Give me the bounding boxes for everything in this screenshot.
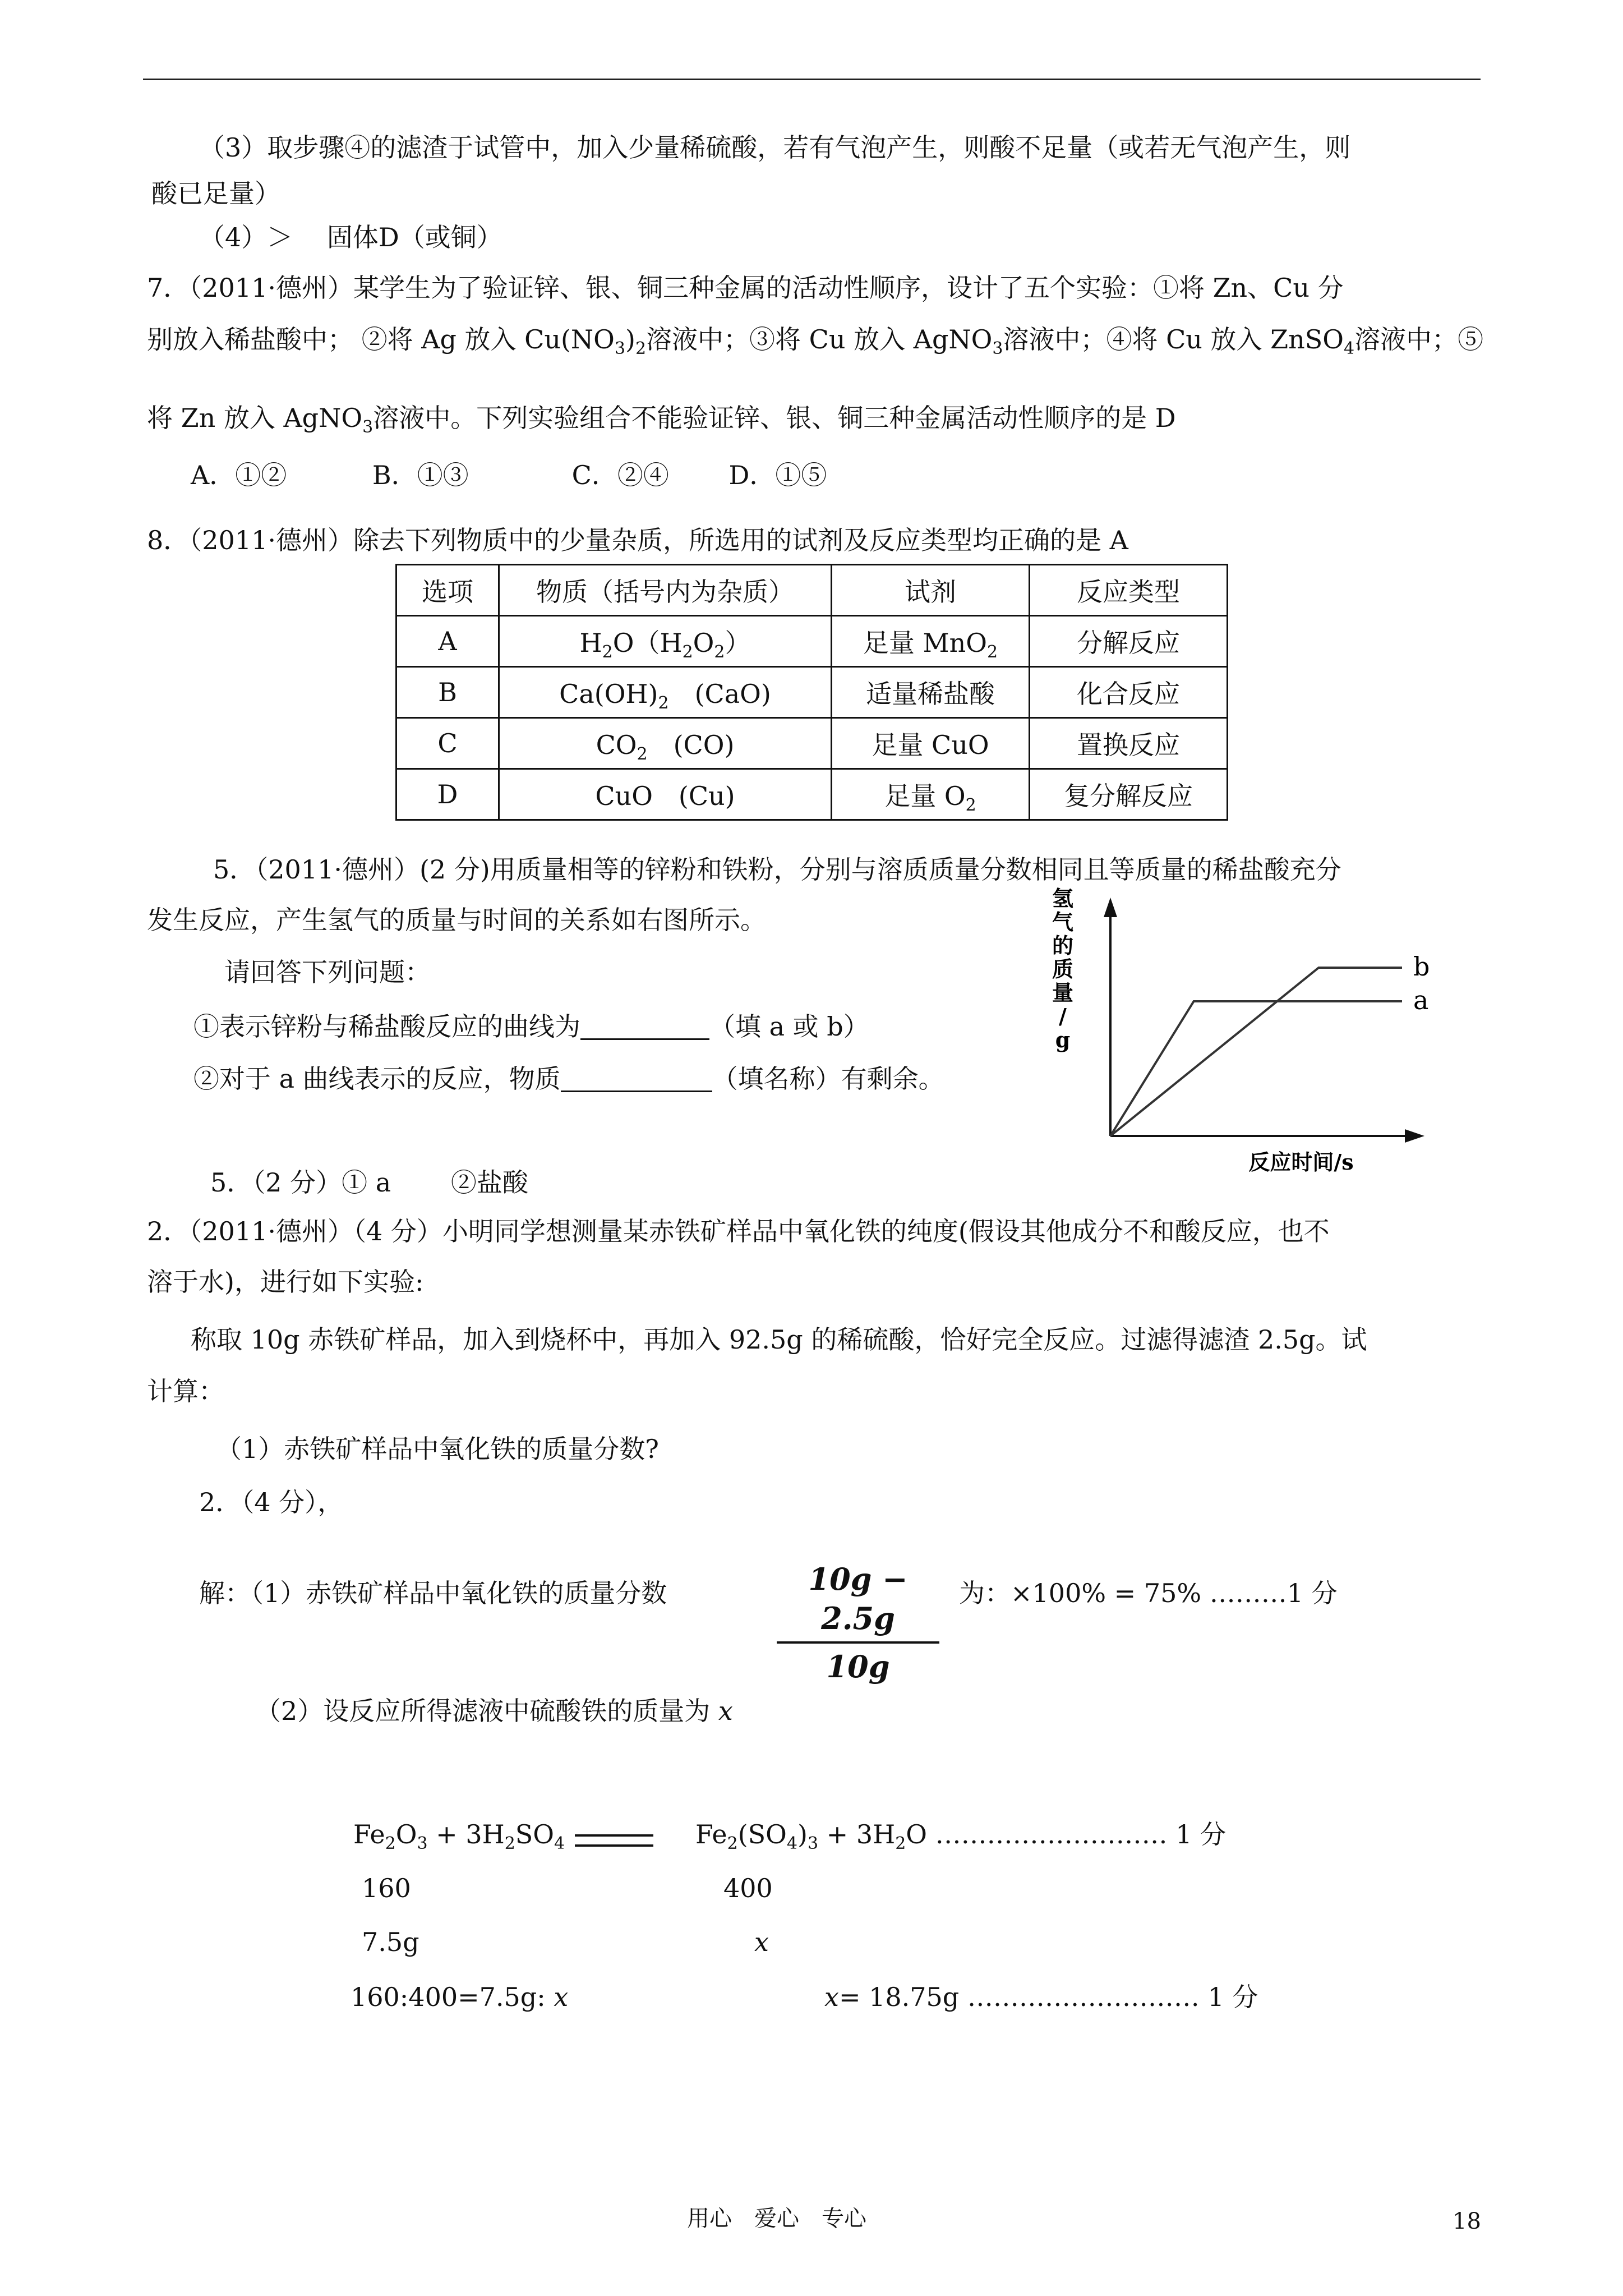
question-8: 8．（2011·德州）除去下列物质中的少量杂质，所选用的试剂及反应类型均正确的是 A [147,525,1128,555]
unknown-mass: x [754,1927,769,1957]
molar-mass-2: 400 [723,1873,773,1903]
equation-rhs: $Fe_2(SO_4)_3 + 3H_2O$ ……………………… 1 分 [695,1819,1227,1853]
table-cell: 分解反应 [1030,616,1228,667]
table-header-cell: 反应类型 [1030,565,1228,616]
series-line-b [1110,968,1402,1136]
page-number: 18 [1453,2208,1481,2234]
solution-step-2: （2）设反应所得滤液中硫酸铁的质量为 x [255,1696,733,1726]
answer-2: 2．（4 分）， [199,1487,344,1517]
page-footer: 用心 爱心 专心 [687,2206,866,2231]
text-line: 计算： [147,1376,224,1406]
y-axis-label: 氢气的质量/ g [1052,886,1074,1052]
answer-5: 5．（2 分）① a ②盐酸 [210,1167,528,1198]
result-line: x= 18.75g ……………………… 1 分 [824,1982,1258,2012]
table-cell: $H_2O(H_2O_2)$ [499,616,832,667]
chart-axes [1104,898,1424,1143]
x-axis-label: 反应时间/s [1248,1149,1354,1175]
text-line: 将 Zn 放入 AgNO$_3$溶液中。下列实验组合不能验证锌、银、铜三种金属活动性顺序的是 D [147,403,1176,437]
table-cell: 足量 CuO [832,718,1030,769]
series-label-b: b [1413,951,1430,982]
series-label-a: a [1413,985,1429,1015]
equals-sign [575,1834,653,1847]
ratio-line: 160:400=7.5g: x [351,1982,569,2012]
text-line: 酸已足量） [151,178,280,209]
table-cell: 适量稀盐酸 [832,667,1030,718]
table-cell: 化合反应 [1030,667,1228,718]
table-row [396,616,1228,667]
options-table [395,564,1228,821]
table-cell: D [396,769,499,820]
text-line: 溶于水)，进行如下实验: [147,1267,424,1297]
chart-series [1110,951,1430,1136]
table-cell: A [396,616,499,667]
table-cell: $CO_2$ (CO) [499,718,832,769]
answer-options: A．①② B．①③ C．②④ D．①⑤ [191,460,827,490]
table-cell: C [396,718,499,769]
x-axis-arrow [1405,1129,1424,1143]
table-cell: CuO (Cu) [499,769,832,820]
fraction-bar [777,1641,939,1644]
table-row [396,769,1228,820]
table-row [396,718,1228,769]
table-cell: 置换反应 [1030,718,1228,769]
series-line-a [1110,1001,1402,1136]
text-line: ②对于 a 曲线表示的反应，物质 （填名称）有剩余。 [193,1064,944,1094]
fraction [777,1559,939,1686]
equation-lhs: $Fe_2O_3 + 3H_2SO_4$ [353,1819,565,1853]
table-cell: 足量 MnO$_2$ [832,616,1030,667]
table-cell: B [396,667,499,718]
text-line: （4）＞ 固体D（或铜） [199,222,502,252]
table-header-row [396,565,1228,616]
hydrogen-mass-chart [1032,884,1430,1181]
fraction-denominator: 10g [826,1649,890,1685]
molar-mass-1: 160 [362,1873,411,1903]
text-line: 请回答下列问题： [224,957,431,987]
solution-result: 为：×100% = 75% ………1 分 [959,1578,1338,1608]
answer-blank [561,1066,712,1092]
table-cell: $Ca(OH)_2$ (CaO) [499,667,832,718]
table-header-cell: 物质（括号内为杂质） [499,565,832,616]
text-line: 发生反应，产生氢气的质量与时间的关系如右图所示。 [147,905,766,935]
fraction-numerator: 10g − 2.5g [808,1561,908,1636]
solution-line: 解：（1）赤铁矿样品中氧化铁的质量分数 [199,1578,667,1608]
answer-blank [580,1014,709,1040]
text-line: 称取 10g 赤铁矿样品，加入到烧杯中，再加入 92.5g 的稀硫酸，恰好完全反应。过滤得滤渣 2.5g。试 [191,1324,1367,1355]
table-header-cell: 试剂 [832,565,1030,616]
question-2: 2．（2011·德州）（4 分）小明同学想测量某赤铁矿样品中氧化铁的纯度(假设其他成分不和酸反应，也不 [147,1216,1330,1246]
table-row [396,667,1228,718]
header-rule [143,79,1481,80]
table-cell: 足量 $O_2$ [832,769,1030,820]
text-line: ①表示锌粉与稀盐酸反应的曲线为 （填 a 或 b） [193,1011,869,1042]
question-5: 5．（2011·德州）(2 分)用质量相等的锌粉和铁粉，分别与溶质质量分数相同且等质量的稀盐酸充分 [213,854,1341,885]
y-axis-arrow [1104,898,1117,917]
given-mass: 7.5g [362,1927,419,1957]
text-line: （3）取步骤④的滤渣于试管中，加入少量稀硫酸，若有气泡产生，则酸不足量（或若无气泡产生，则 [199,132,1351,163]
question-7: 7．（2011·德州）某学生为了验证锌、银、铜三种金属的活动性顺序，设计了五个实验：①将 Zn、Cu 分 [147,273,1344,303]
table-header-cell: 选项 [396,565,499,616]
table-cell: 复分解反应 [1030,769,1228,820]
text-line: 别放入稀盐酸中； ②将 Ag 放入 $Cu(NO_3)_2$溶液中；③将 Cu 放入 AgNO$_3$溶液中；④将 Cu 放入 ZnSO$_4$溶液中；⑤ [147,324,1484,358]
text-line: （1）赤铁矿样品中氧化铁的质量分数? [216,1434,659,1464]
